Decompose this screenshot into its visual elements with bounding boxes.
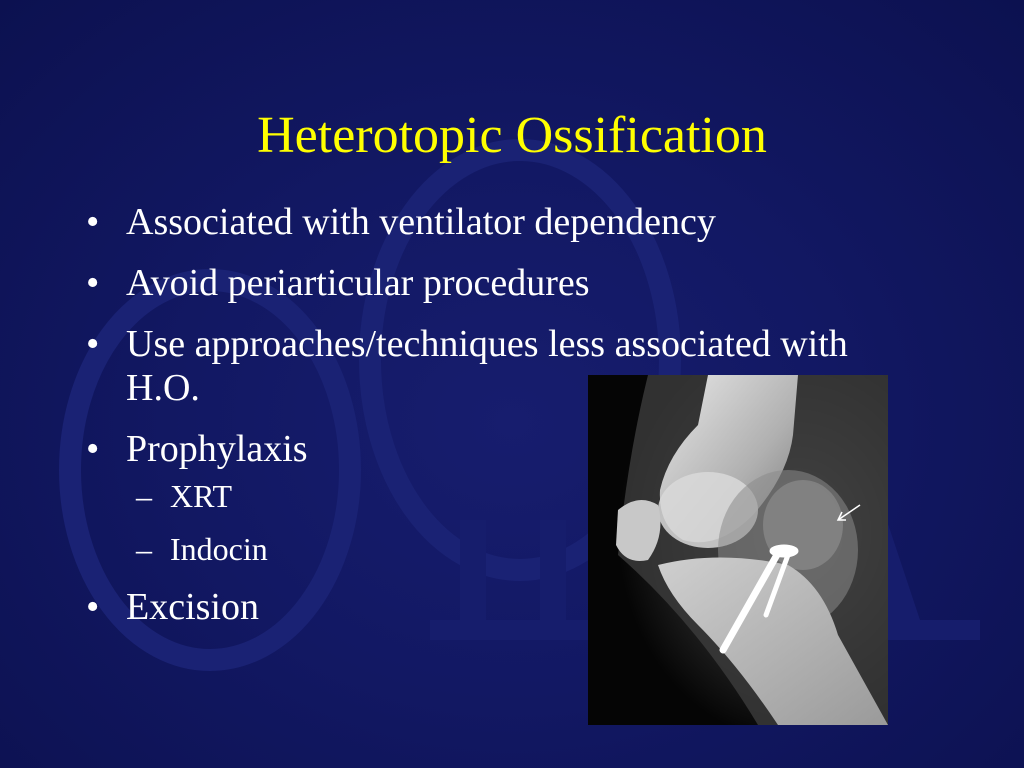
sub-bullet-text: Indocin — [170, 531, 268, 567]
bullet-marker: • — [86, 262, 100, 304]
bullet-text: Excision — [126, 586, 259, 628]
bullet-text: Prophylaxis — [126, 428, 308, 470]
bullet-marker: • — [86, 323, 100, 365]
sub-bullet-marker: – — [136, 478, 152, 514]
knee-xray-image — [588, 375, 888, 725]
bullet-item — [86, 200, 926, 244]
bullet-text: Use approaches/techniques less associated with H.O. — [126, 323, 848, 409]
bullet-item — [86, 261, 926, 305]
bullet-marker: • — [86, 428, 100, 470]
bullet-text: Associated with ventilator dependency — [126, 201, 716, 243]
sub-bullet-text: XRT — [170, 478, 233, 514]
bullet-marker: • — [86, 201, 100, 243]
bullet-text: Avoid periarticular procedures — [126, 262, 590, 304]
slide-title: Heterotopic Ossification — [257, 107, 767, 164]
bullet-marker: • — [86, 586, 100, 628]
sub-bullet-marker: – — [136, 531, 152, 567]
